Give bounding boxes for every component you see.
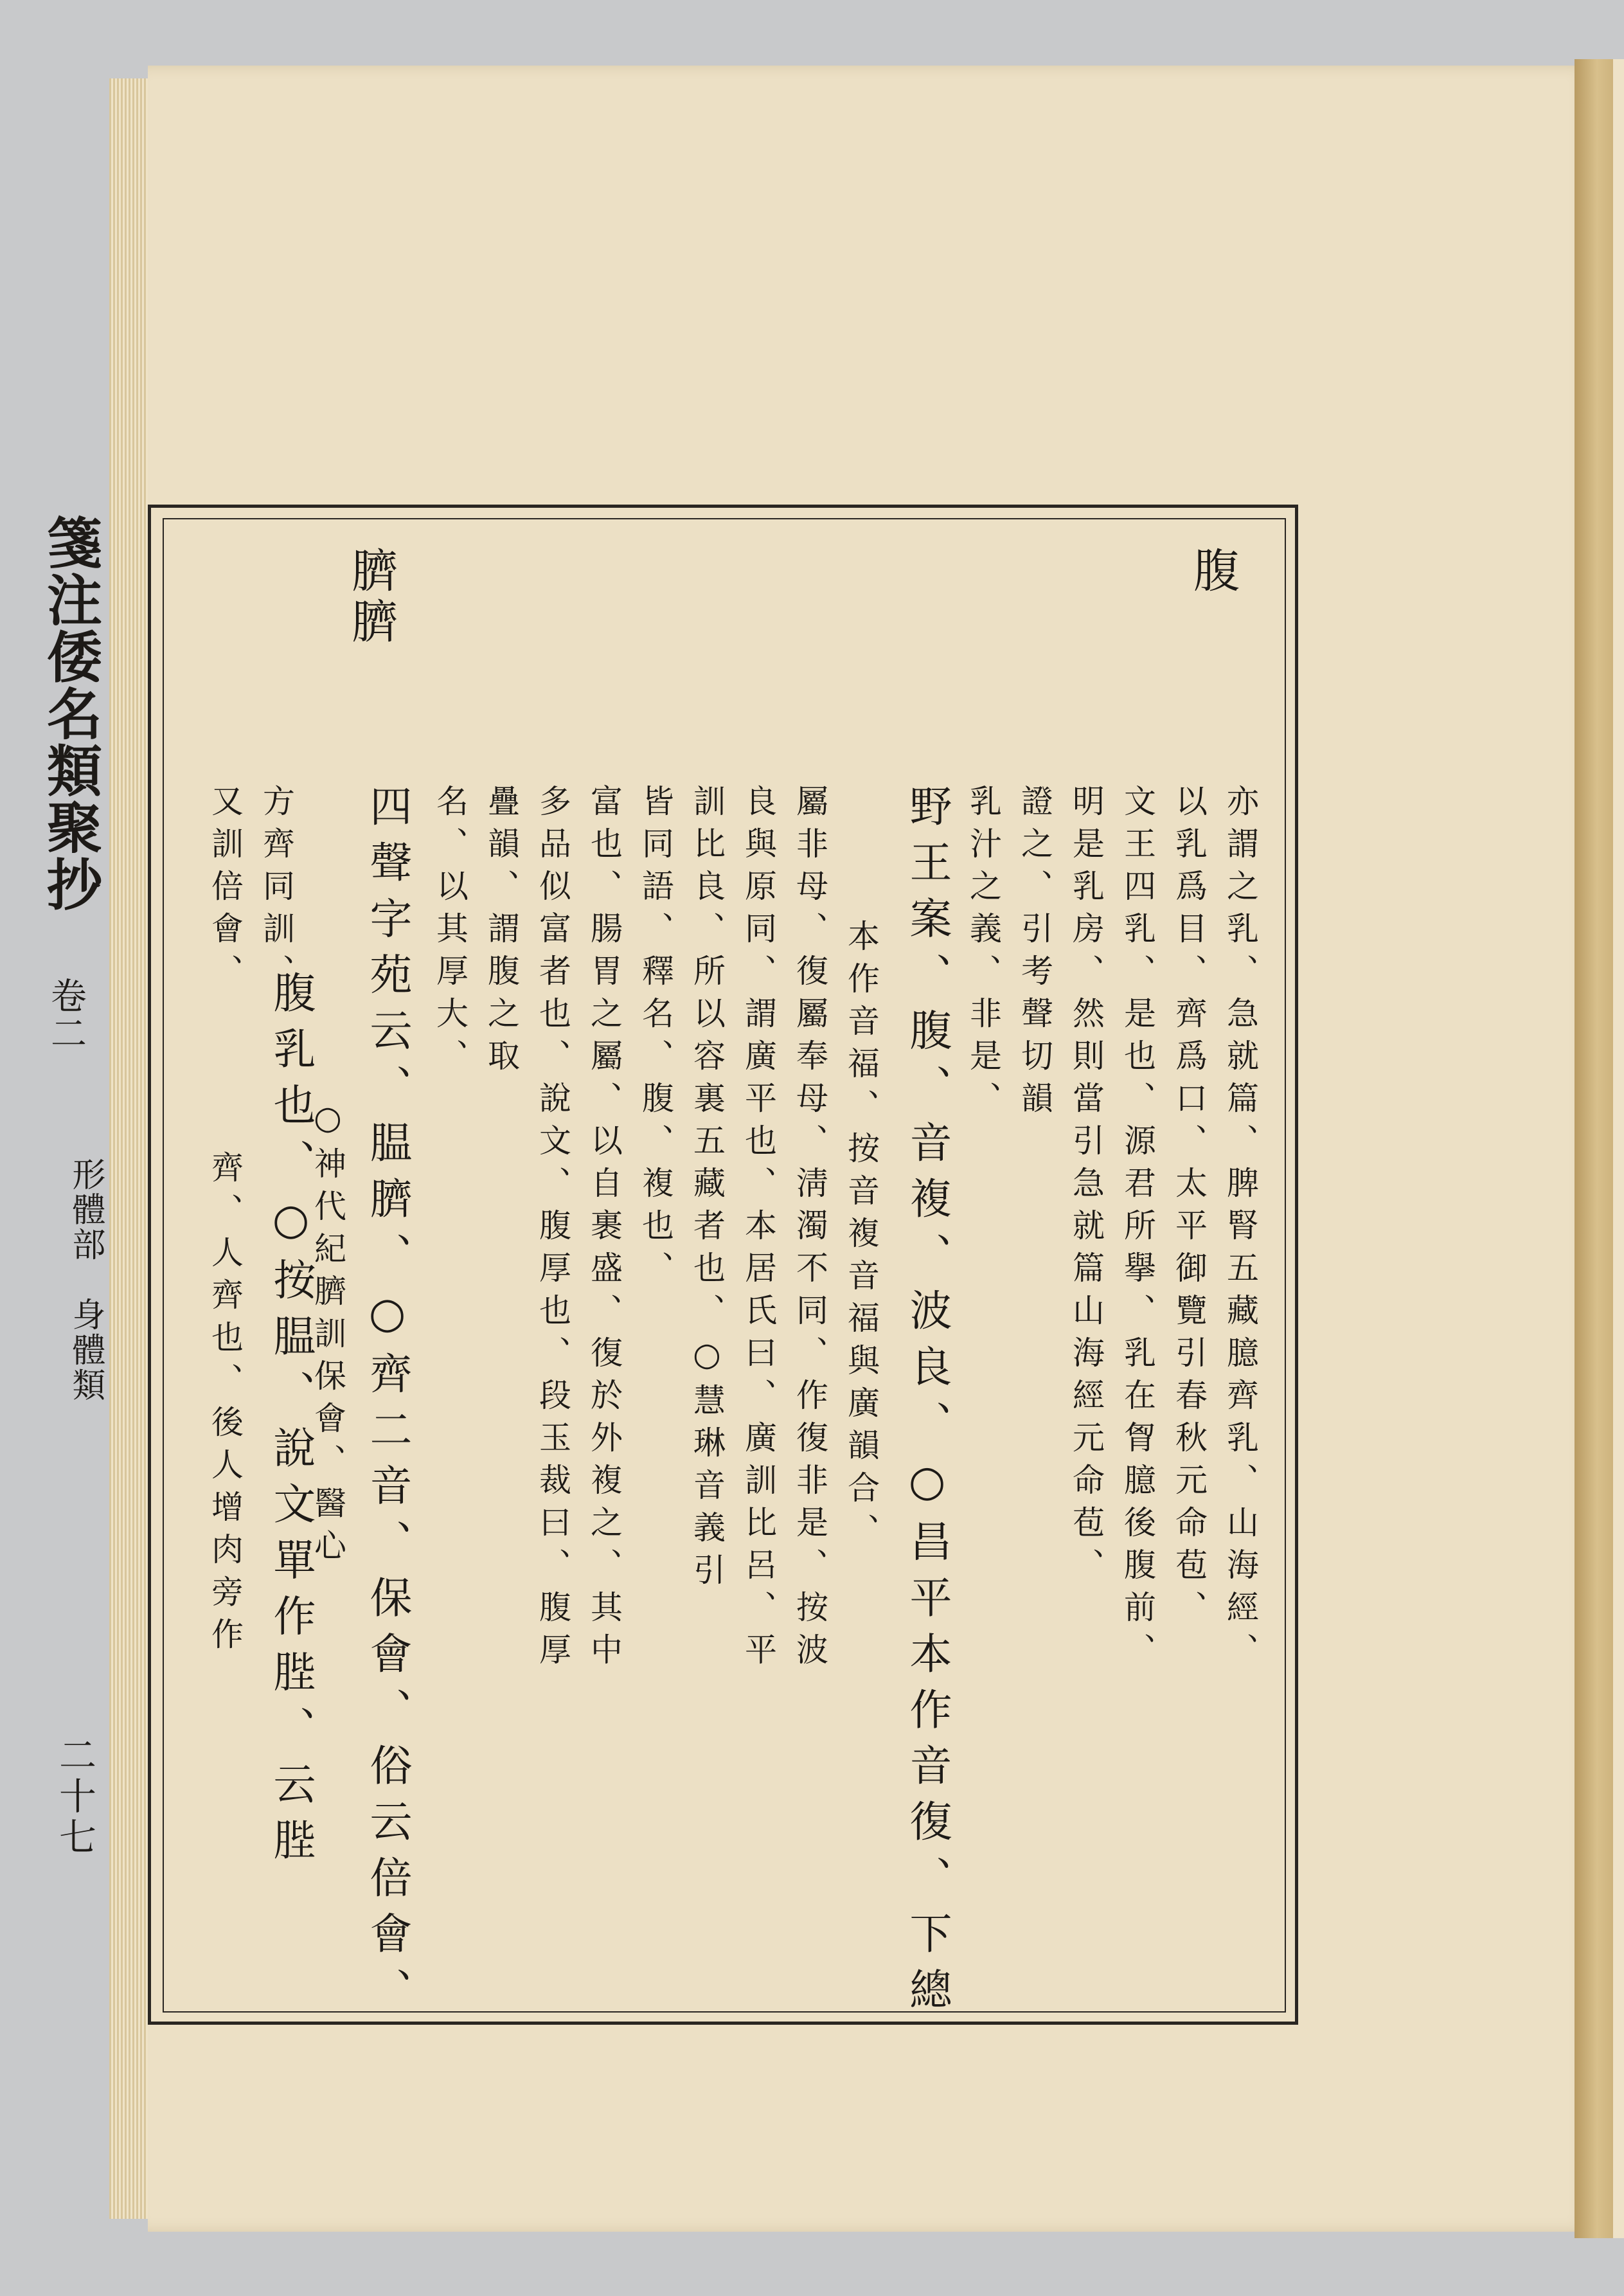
text-column-9: 屬非母、復屬奉母、淸濁不同、作復非是、按波 bbox=[791, 784, 828, 1675]
text-column-1: 亦謂之乳、急就篇、脾腎五藏臆齊乳、山海經、 bbox=[1222, 784, 1259, 1675]
page-margin-header bbox=[26, 514, 122, 2012]
text-column-22: 齊、人齊也、後人增肉旁作 bbox=[206, 1151, 244, 1660]
text-column-18: ○神代紀臍訓保會、醫心 bbox=[309, 1099, 346, 1571]
book-title: 箋注倭名類聚抄 bbox=[37, 514, 102, 913]
text-column-2: 以乳爲目、齊爲口、太平御覽引春秋元命苞、 bbox=[1170, 784, 1208, 1633]
heading-belly: 腹 bbox=[1186, 546, 1240, 604]
text-column-5: 證之、引考聲切韻 bbox=[1016, 784, 1053, 1124]
text-column-10: 良與原同、謂廣平也、本居氏曰、廣訓比呂、平 bbox=[740, 784, 777, 1675]
text-column-14: 多品似富者也、說文、腹厚也、段玉裁曰、腹厚 bbox=[534, 784, 571, 1675]
text-column-3: 文王四乳、是也、源君所擧、乳在胷臆後腹前、 bbox=[1119, 784, 1156, 1675]
right-page bbox=[1613, 59, 1624, 2238]
show-through bbox=[562, 553, 609, 595]
text-frame bbox=[148, 505, 1298, 2025]
page-number: 二十七 bbox=[53, 1735, 96, 1859]
text-column-15: 疊韻、謂腹之取 bbox=[483, 784, 520, 1081]
text-column-21: 又訓倍會、 bbox=[206, 784, 244, 996]
text-column-6: 乳汁之義、非是、 bbox=[965, 784, 1002, 1124]
text-column-4: 明是乳房、然則當引急就篇山海經元命苞、 bbox=[1067, 784, 1105, 1590]
text-column-16: 名、以其厚大、 bbox=[431, 784, 468, 1081]
heading-navel-char1: 臍 bbox=[344, 546, 398, 598]
text-column-7: 野王案、腹、音複、波良、○昌平本作音復、下總 bbox=[902, 784, 952, 2023]
heading-navel-char2: 臍 bbox=[344, 597, 398, 649]
text-column-11: 訓比良、所以容裏五藏者也、○慧琳音義引 bbox=[688, 784, 726, 1595]
text-column-8: 本作音福、按音複音福與廣韻合、 bbox=[843, 919, 880, 1556]
text-column-12: 皆同語、釋名、腹、複也、 bbox=[637, 784, 674, 1293]
text-column-19: 方齊同訓、 bbox=[258, 784, 295, 996]
volume-label: 卷二 bbox=[45, 977, 87, 1053]
text-column-13: 富也、腸胃之屬、以自裹盛、復於外複之、其中 bbox=[585, 784, 623, 1675]
section-label: 形體部 身體類 bbox=[66, 1157, 105, 1403]
text-column-20: 腹乳也、○按腽、說文單作䏶、云䏶 bbox=[266, 971, 316, 1874]
text-column-17: 四聲字苑云、腽臍、○齊二音、保會、俗云倍會、 bbox=[362, 784, 412, 2023]
heading-navel bbox=[337, 546, 404, 648]
